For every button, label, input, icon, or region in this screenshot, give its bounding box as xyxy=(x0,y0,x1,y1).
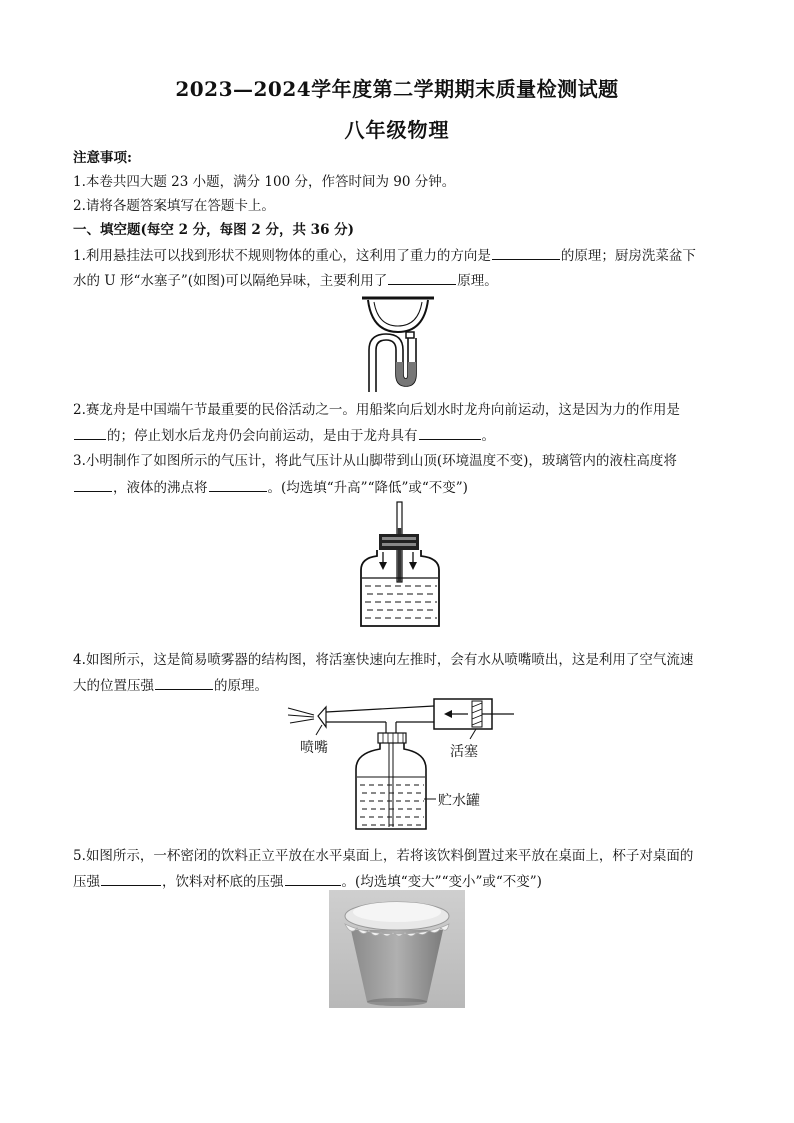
answer-blank[interactable] xyxy=(419,425,481,440)
question-4-line-1: 4.如图所示，这是简易喷雾器的结构图，将活塞快速向左推时，会有水从喷嘴喷出，这是利用了空气流速 xyxy=(73,652,694,668)
section-heading: 一、填空题(每空 2 分，每图 2 分，共 36 分) xyxy=(73,222,355,238)
answer-blank[interactable] xyxy=(155,675,213,690)
answer-blank[interactable] xyxy=(285,871,341,886)
question-5-line-2: 压强 ，饮料对杯底的压强 。(均选填“变大”“变小”或“不变”) xyxy=(73,871,723,892)
note-item-2: 2.请将各题答案填写在答题卡上。 xyxy=(73,198,275,214)
label-piston: 活塞 xyxy=(450,744,478,760)
question-4-line-2: 大的位置压强 的原理。 xyxy=(73,675,723,696)
exam-title: 2023—2024学年度第二学期期末质量检测试题 xyxy=(175,77,619,101)
question-1-line-1: 1.利用悬挂法可以找到形状不规则物体的重心，这利用了重力的方向是 的原理；厨房洗菜盆下 xyxy=(73,245,723,266)
label-tank: 贮水罐 xyxy=(438,793,480,809)
question-5-line-1: 5.如图所示，一杯密闭的饮料正立平放在水平桌面上，若将该饮料倒置过来平放在桌面上，杯子对桌面的 xyxy=(73,848,694,864)
question-1-line-2: 水的 U 形“水塞子”(如图)可以隔绝异味，主要利用了 原理。 xyxy=(73,270,723,291)
answer-blank[interactable] xyxy=(74,477,112,492)
answer-blank[interactable] xyxy=(492,245,560,260)
answer-blank[interactable] xyxy=(388,270,456,285)
answer-blank[interactable] xyxy=(74,425,106,440)
question-2-line-2: 的；停止划水后龙舟仍会向前运动，是由于龙舟具有 。 xyxy=(73,425,723,446)
exam-subject: 八年级物理 xyxy=(344,118,450,142)
sink-u-trap-figure xyxy=(348,292,448,392)
barometer-figure xyxy=(355,500,445,632)
sealed-drink-cup-photo xyxy=(329,890,465,1008)
label-nozzle: 喷嘴 xyxy=(300,740,328,756)
note-item-1: 1.本卷共四大题 23 小题，满分 100 分，作答时间为 90 分钟。 xyxy=(73,174,456,190)
notes-heading: 注意事项: xyxy=(73,150,132,166)
answer-blank[interactable] xyxy=(101,871,161,886)
answer-blank[interactable] xyxy=(209,477,267,492)
sprayer-figure xyxy=(286,693,516,843)
question-2-line-1: 2.赛龙舟是中国端午节最重要的民俗活动之一。用船桨向后划水时龙舟向前运动，这是因为力的作用是 xyxy=(73,402,680,418)
question-3-line-1: 3.小明制作了如图所示的气压计，将此气压计从山脚带到山顶(环境温度不变)，玻璃管内的液柱高度将 xyxy=(73,453,677,469)
question-3-line-2: ，液体的沸点将 。(均选填“升高”“降低”或“不变”) xyxy=(73,477,723,498)
